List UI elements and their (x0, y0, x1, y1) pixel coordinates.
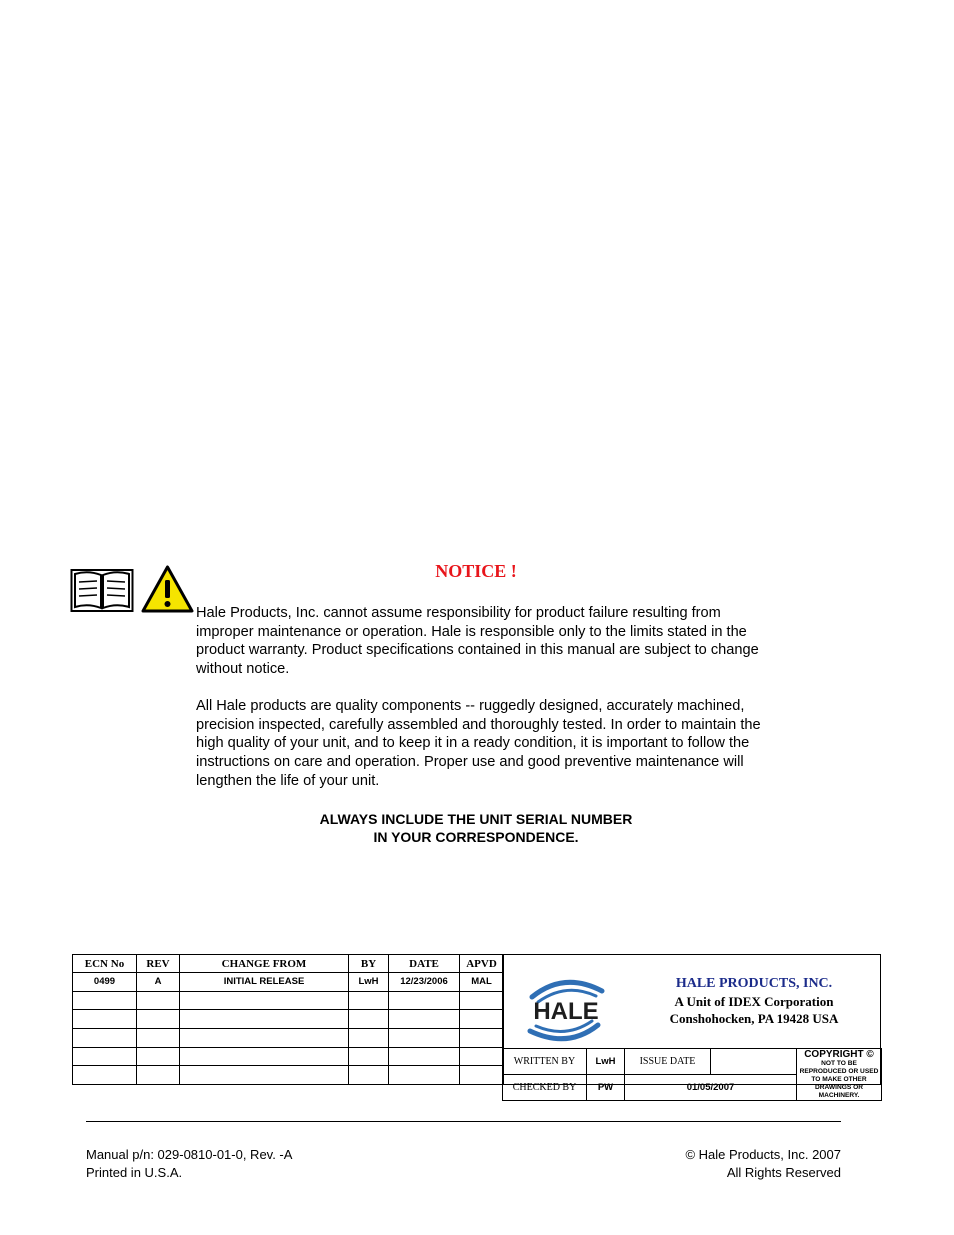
cell-ecn (73, 1066, 137, 1085)
written-by-value: LwH (587, 1049, 625, 1075)
checked-by-label: CHECKED BY (503, 1075, 587, 1101)
cell-rev (137, 1010, 180, 1029)
cell-by (349, 1066, 389, 1085)
cell-apvd (460, 1066, 504, 1085)
written-by-label: WRITTEN BY (503, 1049, 587, 1075)
cell-ecn (73, 991, 137, 1010)
cell-rev (137, 1028, 180, 1047)
manual-part-number: Manual p/n: 029-0810-01-0, Rev. -A (86, 1147, 293, 1162)
header-apvd: APVD (460, 955, 504, 973)
header-change-from: CHANGE FROM (180, 955, 349, 973)
manual-book-icon (70, 567, 134, 613)
cell-by (349, 1028, 389, 1047)
footer-copyright: © Hale Products, Inc. 2007 (685, 1147, 841, 1162)
table-row (73, 1047, 504, 1066)
cell-apvd (460, 991, 504, 1010)
table-row (503, 1049, 882, 1075)
warning-triangle-icon (140, 564, 195, 614)
cell-change (180, 1028, 349, 1047)
serial-reminder-line2: IN YOUR CORRESPONDENCE. (373, 829, 579, 845)
cell-rev: A (137, 973, 180, 992)
cell-date (389, 1028, 460, 1047)
cell-change: INITIAL RELEASE (180, 973, 349, 992)
cell-by: LwH (349, 973, 389, 992)
cell-rev (137, 1066, 180, 1085)
footer-rights: All Rights Reserved (726, 1165, 841, 1180)
cell-change (180, 1066, 349, 1085)
cell-by (349, 991, 389, 1010)
revision-table (72, 954, 504, 1085)
cell-rev (137, 991, 180, 1010)
cell-ecn (73, 1047, 137, 1066)
copyright-note: NOT TO BE REPRODUCED OR USED TO MAKE OTHER DRAWINGS OR MACHINERY. (799, 1060, 879, 1099)
company-parent: A Unit of IDEX Corporation (674, 994, 834, 1009)
company-name: HALE PRODUCTS, INC. (675, 976, 833, 991)
footer-left (86, 1146, 292, 1182)
table-row (73, 1066, 504, 1085)
copyright-label: COPYRIGHT © (804, 1049, 874, 1060)
cell-rev (137, 1047, 180, 1066)
cell-apvd (460, 1028, 504, 1047)
cell-apvd: MAL (460, 973, 504, 992)
checked-by-value: PW (587, 1075, 625, 1101)
signature-table (502, 1048, 882, 1101)
cell-ecn: 0499 (73, 973, 137, 992)
cell-ecn (73, 1028, 137, 1047)
cell-date (389, 1047, 460, 1066)
title-block (502, 954, 881, 1099)
cell-change (180, 991, 349, 1010)
issue-date-value: 01/05/2007 (625, 1075, 797, 1101)
notice-title: NOTICE ! (435, 561, 517, 581)
header-date: DATE (389, 955, 460, 973)
footer-divider (86, 1121, 841, 1122)
serial-reminder-line1: ALWAYS INCLUDE THE UNIT SERIAL NUMBER (319, 811, 633, 827)
company-address: Conshohocken, PA 19428 USA (669, 1011, 839, 1026)
table-row (73, 973, 504, 992)
notice-paragraph-responsibility: Hale Products, Inc. cannot assume responsibility for product failure resulting from improper maintenance or operation. Hale is responsible only to the limits stated in the product warranty. Product specifications contained in this manual are subject to change without notice. (196, 605, 759, 678)
header-by: BY (349, 955, 389, 973)
header-rev: REV (137, 955, 180, 973)
table-row (73, 991, 504, 1010)
notice-paragraph-quality: All Hale products are quality components -- ruggedly designed, accurately machined, precision inspected, carefully assembled and thoroughly tested. In order to maintain the high quality of your unit, and to keep it in a ready condition, it is important to follow the instructions on care and operation. Proper use and good preventive maintenance will lengthen the life of your unit. (196, 698, 761, 789)
cell-date: 12/23/2006 (389, 973, 460, 992)
copyright-cell (797, 1049, 882, 1101)
cell-change (180, 1010, 349, 1029)
logo-text: HALE (533, 998, 599, 1025)
cell-date (389, 991, 460, 1010)
cell-apvd (460, 1010, 504, 1029)
cell-by (349, 1047, 389, 1066)
cell-apvd (460, 1047, 504, 1066)
serial-number-reminder (196, 810, 756, 846)
printed-in: Printed in U.S.A. (86, 1165, 183, 1180)
cell-change (180, 1047, 349, 1066)
table-row (73, 1028, 504, 1047)
cell-ecn (73, 1010, 137, 1029)
revision-header-row (73, 955, 504, 973)
issue-date-blank (711, 1049, 797, 1075)
cell-date (389, 1010, 460, 1029)
header-ecn-no: ECN No (73, 955, 137, 973)
cell-by (349, 1010, 389, 1029)
cell-date (389, 1066, 460, 1085)
table-row (73, 1010, 504, 1029)
company-info (638, 975, 870, 1027)
issue-date-label: ISSUE DATE (625, 1049, 711, 1075)
footer-right (600, 1146, 841, 1182)
hale-logo (518, 973, 614, 1047)
